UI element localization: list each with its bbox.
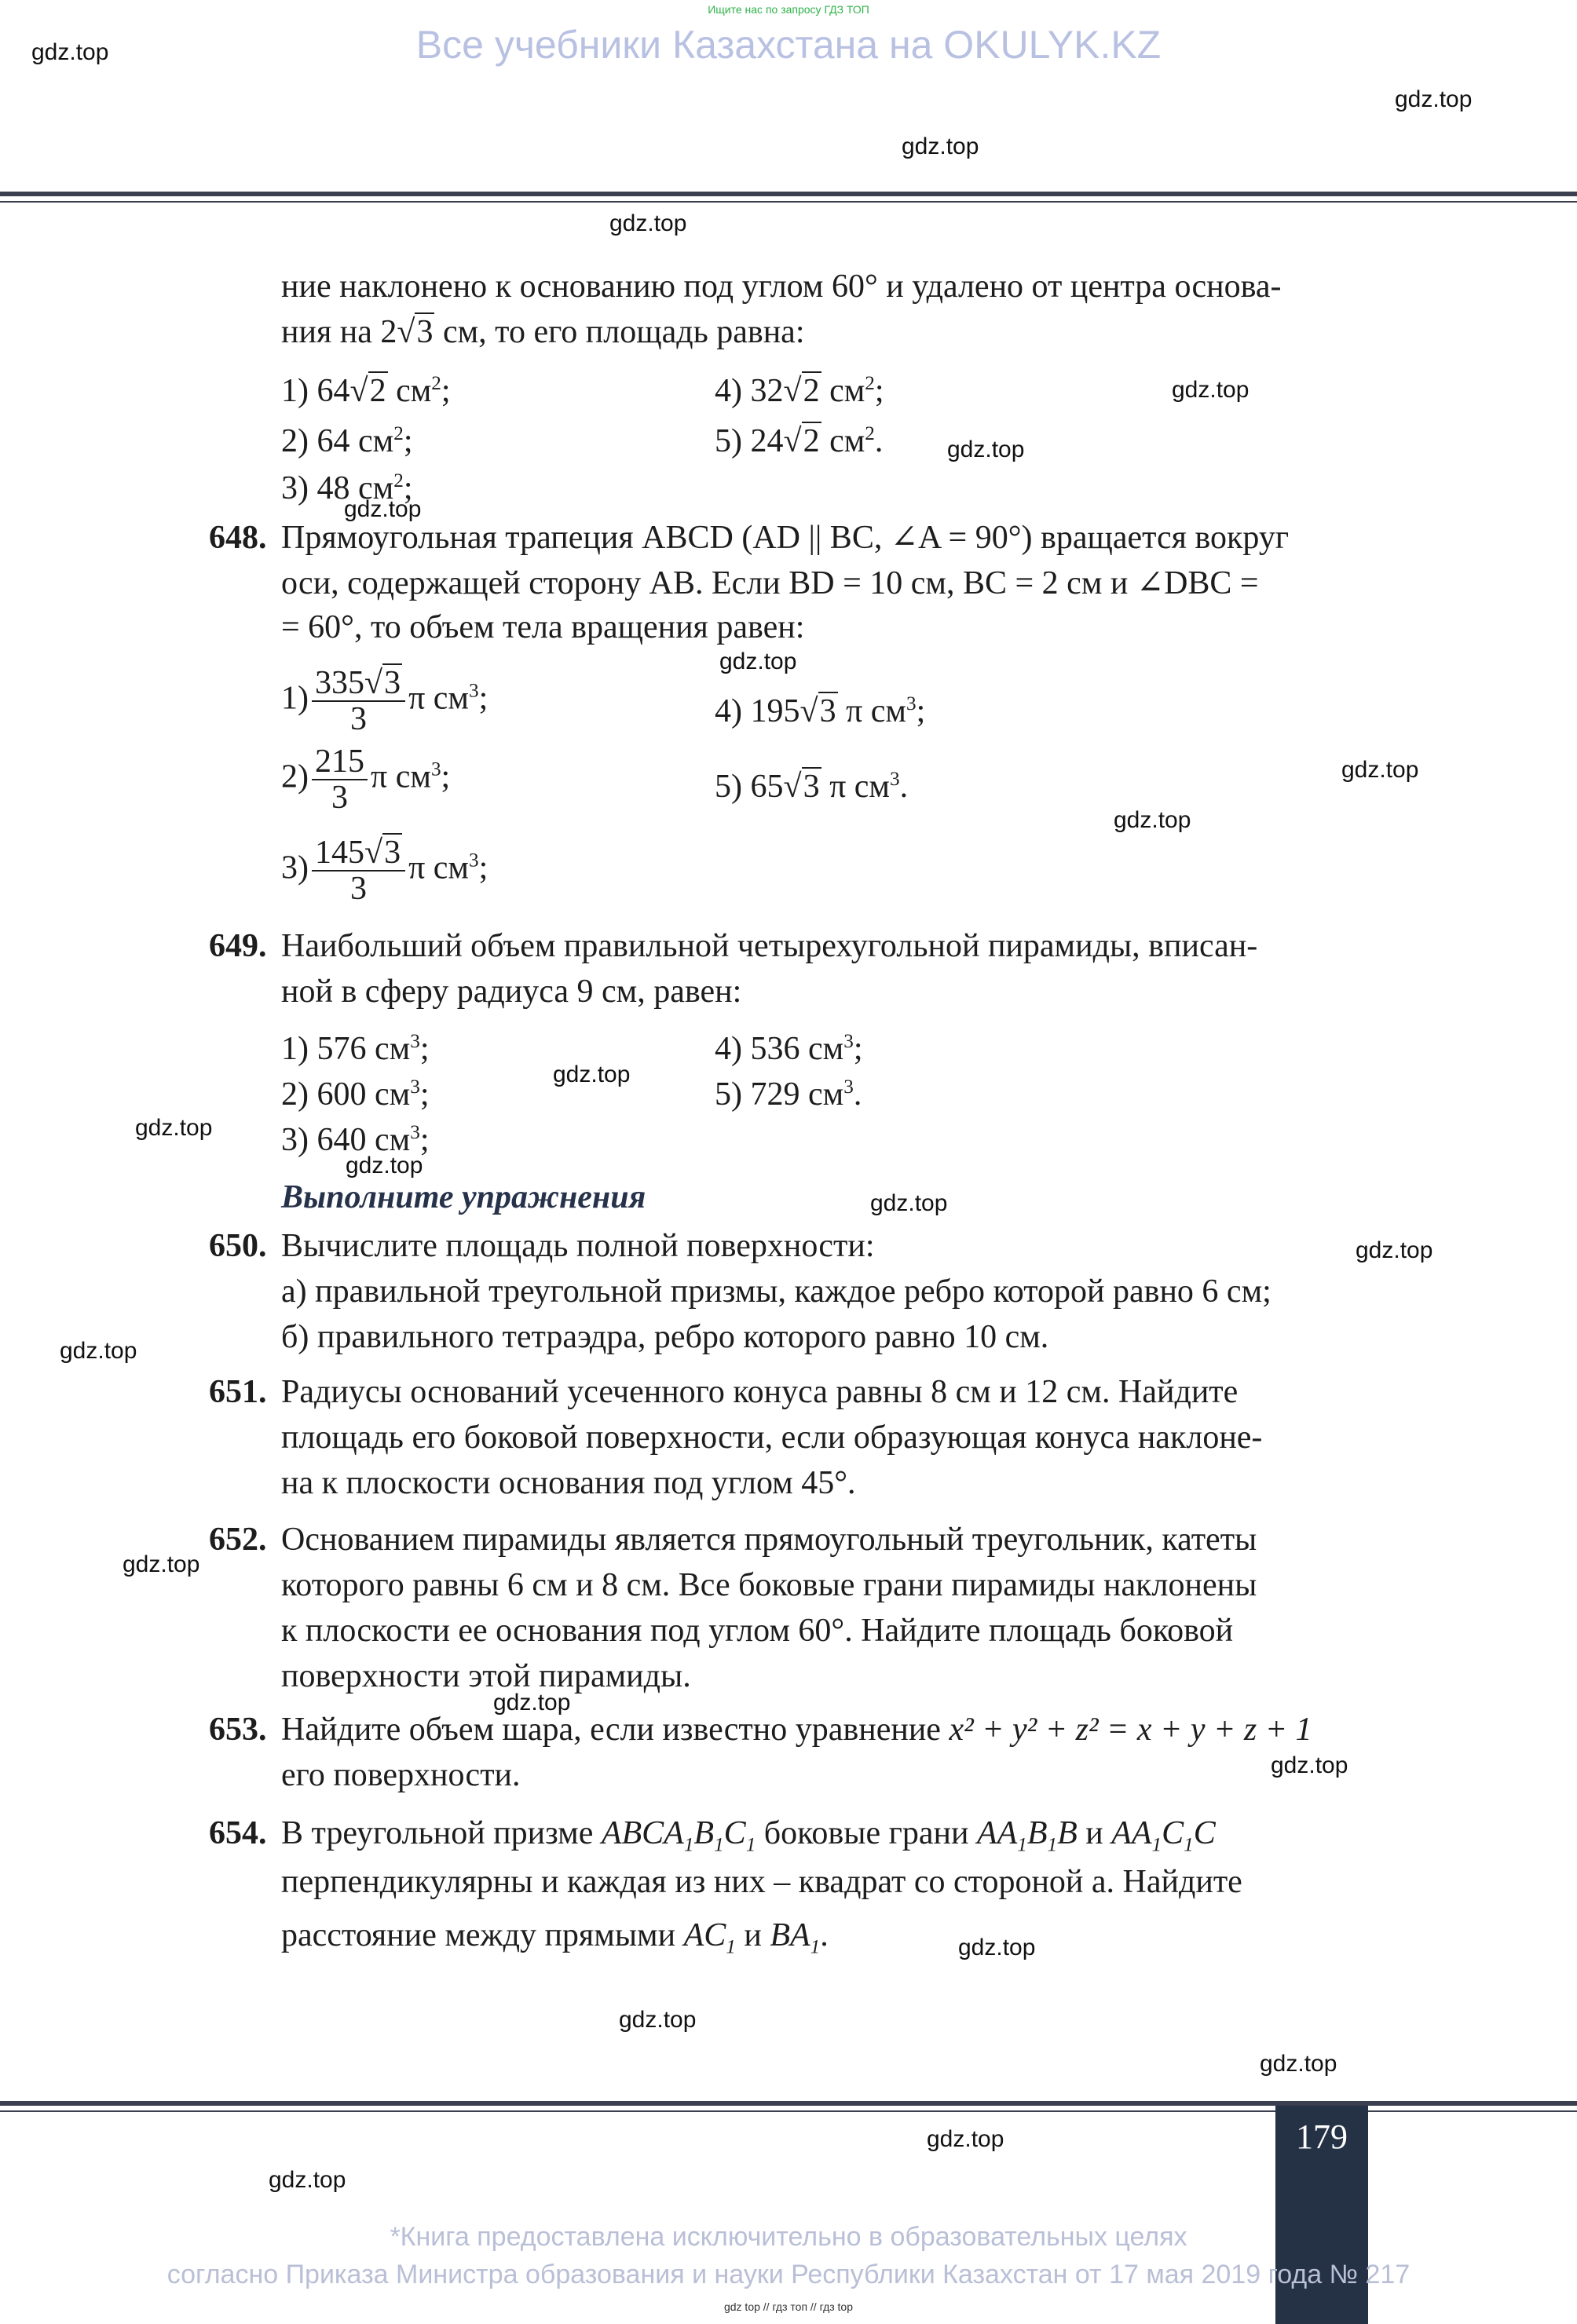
problem-651-line1: Радиусы оснований усеченного конуса равны 8 см и 12 см. Найдите [281,1374,1239,1410]
top-rule [0,192,1577,196]
watermark: gdz.top [619,2007,697,2033]
watermark: gdz.top [1172,377,1250,403]
answer-option: 3) 640 $см^3$; [281,1122,430,1158]
problem-650-line3: б) правильного тетраэдра, ребро которого равно 10 см. [281,1319,1049,1355]
answer-option: 1) 64√2 $см^2$; [281,373,451,409]
footer-disclaimer: *Книга предоставлена исключительно в образовательных целях [390,2222,1187,2252]
watermark: gdz.top [60,1338,137,1364]
answer-option: 2) $\frac{215}{3}$ π $см^3$; [281,744,451,816]
watermark: gdz.top [927,2126,1004,2152]
problem-648-line2: оси, содержащей сторону AB. Если BD = 10 см, BC = 2 см и ∠DBC = [281,565,1259,601]
answer-option: 5) 24√2 $см^2$. [715,423,884,459]
problem-number: 650. [209,1228,267,1264]
problem-652-line2: которого равны 6 см и 8 см. Все боковые грани пирамиды наклонены [281,1567,1257,1603]
watermark: gdz.top [123,1551,200,1577]
watermark: gdz.top [346,1153,423,1178]
problem-652-line4: поверхности этой пирамиды. [281,1658,691,1694]
watermark: gdz.top [1114,807,1191,833]
problem-number: 653. [209,1712,267,1748]
problem-654-line2: перпендикулярны и каждая из них – квадрат со стороной a. Найдите [281,1864,1242,1900]
watermark: gdz.top [958,1935,1036,1960]
answer-option: 1) 576 $см^3$; [281,1031,430,1067]
watermark: gdz.top [609,210,687,236]
footer-legal: согласно Приказа Министра образования и науки Республики Казахстан от 17 мая 2019 года № 217 [166,2260,1411,2289]
answer-option: 1) $\frac{335√3}{3}$ π $см^3$; [281,665,488,737]
top-rule-thin [0,201,1577,203]
problem-648-line3: = 60°, то объем тела вращения равен: [281,609,805,645]
page-number: 179 [1296,2118,1348,2156]
answer-option: 2) 64 $см^2$; [281,423,413,459]
watermark: gdz.top [1356,1237,1433,1263]
answer-option: 4) 32√2 $см^2$; [715,373,884,409]
problem-651-line3: на к плоскости основания под углом 45°. [281,1465,856,1501]
problem-648-line1: Прямоугольная трапеция ABCD (AD || BC, ∠A = 90°) вращается вокруг [281,520,1290,556]
answer-option: 4) 536 $см^3$; [715,1031,863,1067]
watermark: gdz.top [269,2167,346,2193]
problem-653-line2: его поверхности. [281,1757,521,1793]
answer-option: 5) 729 $см^3$. [715,1076,862,1113]
watermark: gdz.top [719,649,797,674]
answer-option: 5) 65√3 π $см^3$. [715,769,909,805]
problem-647-line2: ния на 2√3 см, то его площадь равна: [281,314,805,350]
watermark: gdz.top [1341,757,1419,783]
watermark: gdz.top [31,39,109,65]
problem-number: 652. [209,1522,267,1558]
problem-647-line1: ние наклонено к основанию под углом 60° и удалено от центра основа- [281,269,1282,305]
footer-tiny: gdz top // гдз топ // гдз top [723,2300,854,2313]
watermark: gdz.top [344,496,422,522]
problem-649-line2: ной в сферу радиуса 9 см, равен: [281,974,742,1010]
watermark: gdz.top [493,1690,571,1716]
watermark: gdz.top [1260,2051,1337,2077]
answer-option: 4) 195√3 π $см^3$; [715,693,926,729]
problem-652-line1: Основанием пирамиды является прямоугольный треугольник, катеты [281,1522,1257,1558]
answer-option: 2) 600 $см^3$; [281,1076,430,1113]
watermark: gdz.top [870,1190,948,1216]
watermark: gdz.top [902,133,979,159]
problem-651-line2: площадь его боковой поверхности, если образующая конуса наклоне- [281,1420,1263,1456]
problem-654-line3: расстояние между прямыми $AC_1$ и $BA_1$. [281,1917,829,1958]
problem-654-line1: В треугольной призме $ABCA_1B_1C_1$ боковые грани $AA_1B_1B$ и $AA_1C_1C$ [281,1815,1216,1856]
problem-650-line2: а) правильной треугольной призмы, каждое ребро которой равно 6 см; [281,1273,1271,1310]
watermark: gdz.top [1271,1752,1348,1778]
problem-653-line1: Найдите объем шара, если известно уравнение x² + y² + z² = x + y + z + 1 [281,1712,1312,1748]
site-title[interactable]: Все учебники Казахстана на OKULYK.KZ [415,23,1162,67]
section-heading: Выполните упражнения [281,1179,646,1215]
watermark: gdz.top [553,1062,631,1087]
problem-number: 649. [209,928,267,964]
problem-649-line1: Наибольший объем правильной четырехугольной пирамиды, вписан- [281,928,1258,964]
watermark: gdz.top [947,437,1025,462]
problem-number: 648. [209,520,267,556]
problem-number: 654. [209,1815,267,1851]
answer-option: 3) 48 $см^2$; [281,470,413,506]
problem-650-line1: Вычислите площадь полной поверхности: [281,1228,875,1264]
watermark: gdz.top [1395,86,1473,112]
watermark: gdz.top [135,1115,213,1141]
problem-652-line3: к плоскости ее основания под углом 60°. Найдите площадь боковой [281,1613,1234,1649]
problem-number: 651. [209,1374,267,1410]
top-search-hint: Ищите нас по запросу ГДЗ ТОП [708,3,869,16]
answer-option: 3) $\frac{145√3}{3}$ π $см^3$; [281,835,488,907]
